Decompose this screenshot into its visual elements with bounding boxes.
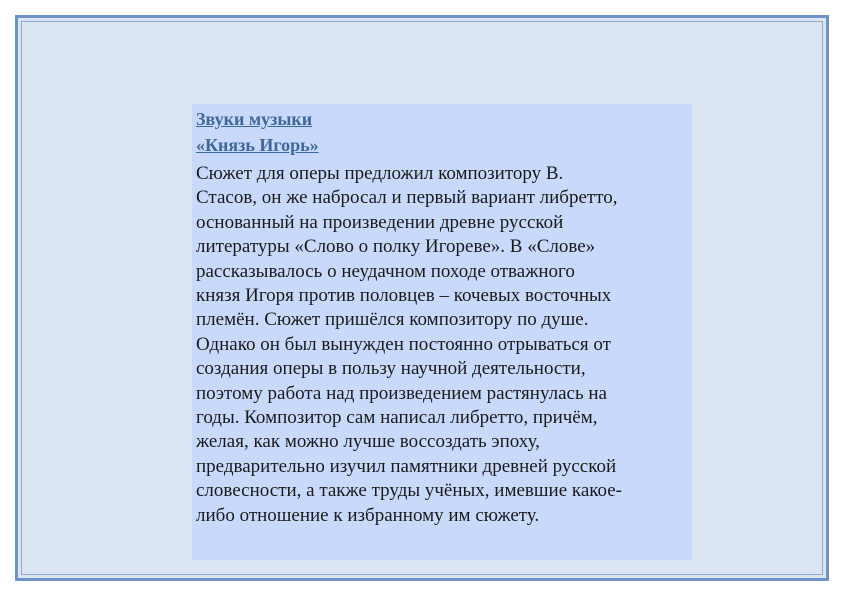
body-line: годы. Композитор сам написал либретто, причём, xyxy=(196,407,598,429)
body-line: создания оперы в пользу научной деятельности, xyxy=(196,358,586,380)
body-line: либо отношение к избранному им сюжету. xyxy=(196,504,540,526)
body-line: желая, как можно лучше воссоздать эпоху, xyxy=(196,431,540,453)
title-line-2[interactable]: «Князь Игорь» xyxy=(196,135,319,155)
body-line: Однако он был вынужден постоянно отрываться от xyxy=(196,333,611,355)
title-line-1[interactable]: Звуки музыки xyxy=(196,109,313,129)
body-line: рассказывалось о неудачном походе отважного xyxy=(196,260,575,282)
slide-frame xyxy=(15,15,829,581)
body-line: князя Игоря против половцев – кочевых восточных xyxy=(196,285,612,307)
body-line: племён. Сюжет пришёлся композитору по душе. xyxy=(196,309,589,331)
body-line: литературы «Слово о полку Игореве». В «Слове» xyxy=(196,236,596,258)
text-panel xyxy=(192,104,692,560)
body-line: Сюжет для оперы предложил композитору В. xyxy=(196,163,564,184)
body-line: предварительно изучил памятники древней русской xyxy=(196,455,617,477)
body-text xyxy=(196,162,688,528)
body-line: Стасов, он же набросал и первый вариант либретто, xyxy=(196,187,618,209)
body-line: основанный на произведении древне русской xyxy=(196,211,564,233)
body-line: поэтому работа над произведением растянулась на xyxy=(196,382,607,404)
body-line: словесности, а также труды учёных, имевшие какое- xyxy=(196,480,623,502)
